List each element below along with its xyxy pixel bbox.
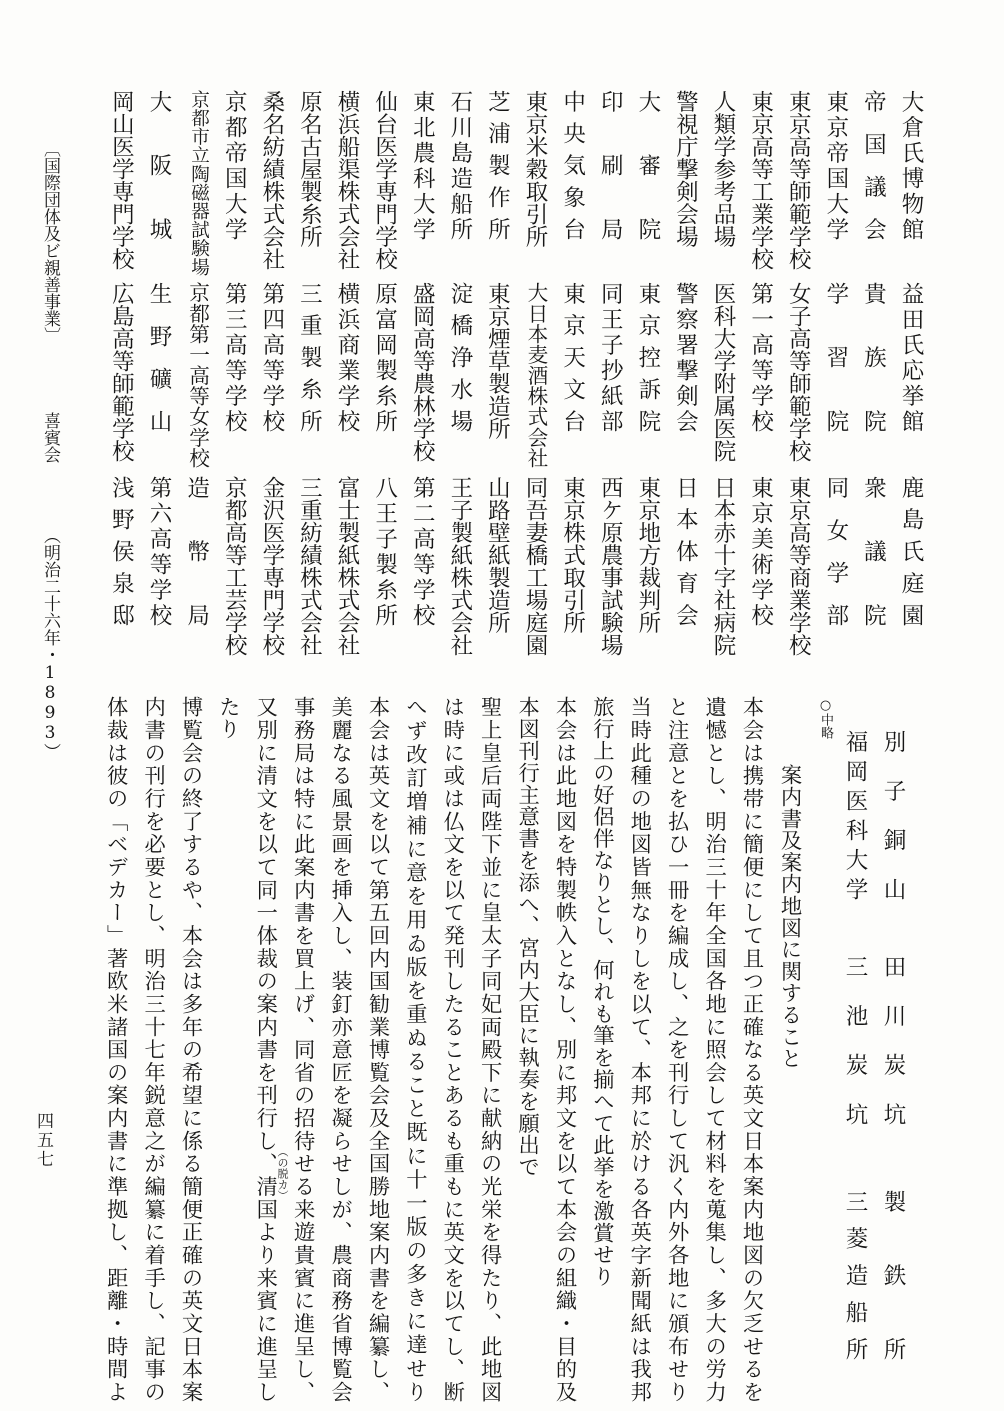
institution-name: 原富岡製糸所 xyxy=(371,282,398,435)
prose-line: 体裁は彼の「ベデカー」著欧米諸国の案内書に準拠し、距離・時間よ xyxy=(103,696,129,1404)
institution-name: 東京美術学校 xyxy=(747,476,774,629)
institution-name: 京都帝国大学 xyxy=(221,90,248,243)
lower-institution-name: 三菱造船所 xyxy=(842,1190,868,1375)
institution-name: 淀橋浄水場 xyxy=(446,282,473,442)
prose-line: と注意とを払ひ一冊を編成し、之を刊行して汎く内外各地に頒布せり xyxy=(664,696,690,1404)
institution-name: 益田氏応挙館 xyxy=(898,282,924,435)
institution-name: 東京天文台 xyxy=(559,282,586,442)
institution-name: 八王子製糸所 xyxy=(371,476,398,629)
prose-line: 遺憾とし、明治三十年全国各地に照会して材料を蒐集し、多大の労力 xyxy=(701,696,727,1404)
institution-name: 造幣局 xyxy=(183,476,210,668)
institution-name: 王子製紙株式会社 xyxy=(446,476,473,656)
prose-line: は時に或は仏文を以て発刊したることあるも重もに英文を以てし、断 xyxy=(439,696,465,1404)
institution-name: 東北農科大学 xyxy=(409,90,436,243)
prose-line: 本図刊行主意書を添へ、宮内大臣に執奏を願出で xyxy=(514,696,540,1178)
page-number: 四五七 xyxy=(33,1112,53,1169)
institution-name: 衆議院 xyxy=(860,476,887,668)
institution-name: 芝浦製作所 xyxy=(484,90,511,250)
institution-name: 三重製糸所 xyxy=(296,282,323,442)
institution-name: 京都高等工芸学校 xyxy=(221,476,248,656)
institution-name: 浅野侯泉邸 xyxy=(108,476,135,636)
prose-line: 本会は英文を以て第五回内国勧業博覧会及全国勝地案内書を編纂し、 xyxy=(365,696,390,1404)
institution-name: 日本赤十字社病院 xyxy=(710,476,736,656)
institution-name: 警視庁撃剣会場 xyxy=(672,90,699,248)
institution-name: 富士製紙株式会社 xyxy=(334,476,360,656)
institution-name: 大倉氏博物館 xyxy=(898,90,924,243)
institution-name: 警察署撃剣会 xyxy=(672,282,699,435)
institution-name: 仙台医学専門学校 xyxy=(371,90,398,270)
institution-name: 貴族院 xyxy=(860,282,887,474)
institution-name: 岡山医学専門学校 xyxy=(108,90,135,270)
institution-name: 日本体育会 xyxy=(672,476,699,636)
institution-name: 横浜船渠株式会社 xyxy=(334,90,360,270)
prose-line: 聖上皇后両陛下並に皇太子同妃両殿下に献納の光栄を得たり、此地図 xyxy=(477,696,503,1404)
prose-line: 事務局は特に此案内書を買上げ、同省の招待せる来遊貴賓に進呈し、 xyxy=(290,696,316,1404)
institution-name: 京都第一高等女学校 xyxy=(185,282,210,468)
institution-name: 石川島造船所 xyxy=(446,90,473,243)
prose-line: へず改訂増補に意を用ゐ版を重ぬること既に十一版の多きに達せり xyxy=(402,696,428,1405)
lower-institution-name: 三池炭坑 xyxy=(842,955,868,1152)
institution-name: 広島高等師範学校 xyxy=(108,282,135,462)
lower-institution-name: 田川炭坑 xyxy=(880,955,906,1152)
society-name: 喜賓会 xyxy=(40,412,60,463)
prose-line: 当時此種の地図皆無なりしを以て、本邦に於ける各英字新聞紙は我邦 xyxy=(626,696,652,1404)
institution-name: 原名古屋製糸所 xyxy=(296,90,323,248)
institution-name: 東京株式取引所 xyxy=(559,476,586,634)
institution-name: 東京帝国大学 xyxy=(822,90,849,243)
prose-line: 旅行上の好侶伴なりとし、何れも筆を揃へて此挙を激賞せり xyxy=(589,696,615,1288)
institution-name: 東京控訴院 xyxy=(634,282,661,442)
omission-mark: ○中略 xyxy=(818,698,833,739)
prose-line: 本会は携帯に簡便にして且つ正確なる英文日本案内地図の欠乏せるを xyxy=(739,696,764,1404)
institution-name: 東京煙草製造所 xyxy=(484,282,511,440)
chapter-header xyxy=(41,140,58,760)
institution-name: 学習院 xyxy=(822,282,849,474)
institution-name: 東京高等師範学校 xyxy=(785,90,812,270)
chapter-title: 〔国際団体及ビ親善事業〕 xyxy=(40,140,60,344)
prose-line: 博覧会の終了するや、本会は多年の希望に係る簡便正確の英文日本案 xyxy=(178,696,203,1404)
institution-name: 女子高等師範学校 xyxy=(785,282,812,462)
institution-name: 山路壁紙製造所 xyxy=(484,476,511,634)
institution-name: 大阪城 xyxy=(146,90,172,282)
institution-name: 西ケ原農事試験場 xyxy=(597,476,624,656)
institution-name: 東京米穀取引所 xyxy=(522,90,548,248)
institution-name: 盛岡高等農林学校 xyxy=(409,282,436,462)
institution-name: 大日本麦酒株式会社 xyxy=(524,282,548,468)
prose-line: 美麗なる風景画を挿入し、装釘亦意匠を凝らせしが、農商務省博覧会 xyxy=(327,696,353,1404)
institution-name: 三重紡績株式会社 xyxy=(296,476,323,656)
institution-name: 東京高等工業学校 xyxy=(747,90,774,270)
institution-name: 同女学部 xyxy=(822,476,849,646)
institution-name: 第一高等学校 xyxy=(747,282,774,435)
prose-line: 又別に清文を以て同一体裁の案内書を刊行し、清国より来賓に進呈し xyxy=(252,696,278,1404)
institution-name: 印刷局 xyxy=(597,90,624,282)
institution-name: 帝国議会 xyxy=(860,90,887,260)
institution-name: 中央気象台 xyxy=(559,90,586,250)
prose-line: 本会は此地図を特製帙入となし、別に邦文を以て本会の組織・目的及 xyxy=(552,696,577,1404)
institution-name: 同吾妻橋工場庭園 xyxy=(522,476,548,656)
institution-name: 生野礦山 xyxy=(146,282,172,452)
institution-name: 大審院 xyxy=(634,90,661,282)
lower-institution-name: 福岡医科大学 xyxy=(842,730,868,907)
institution-name: 東京地方裁判所 xyxy=(634,476,661,634)
annotation-note: （の脱カ） xyxy=(276,1146,289,1201)
prose-line: たり xyxy=(215,696,241,740)
institution-name: 鹿島氏庭園 xyxy=(898,476,924,636)
prose-line: 内書の刊行を必要とし、明治三十七年鋭意之が編纂に着手し、記事の xyxy=(140,696,166,1404)
institution-name: 第四高等学校 xyxy=(258,282,285,435)
institution-name: 第三高等学校 xyxy=(221,282,248,435)
section-heading: 案内書及案内地図に関すること xyxy=(777,764,802,1070)
institution-name: 金沢医学専門学校 xyxy=(258,476,285,656)
institution-name: 人類学参考品場 xyxy=(710,90,736,248)
institution-name: 京都市立陶磁器試験場 xyxy=(188,90,210,276)
institution-name: 東京高等商業学校 xyxy=(785,476,812,656)
institution-name: 医科大学附属医院 xyxy=(710,282,736,462)
period-label: （明治二十六年・1893） xyxy=(40,527,60,760)
lower-institution-name: 別子銅山 xyxy=(880,730,906,927)
institution-name: 第六高等学校 xyxy=(146,476,172,629)
institution-name: 第二高等学校 xyxy=(409,476,436,629)
lower-institution-name: 製鉄所 xyxy=(880,1190,906,1411)
institution-name: 横浜商業学校 xyxy=(334,282,360,435)
institution-name: 同王子抄紙部 xyxy=(597,282,624,435)
institution-name: 桑名紡績株式会社 xyxy=(258,90,285,270)
